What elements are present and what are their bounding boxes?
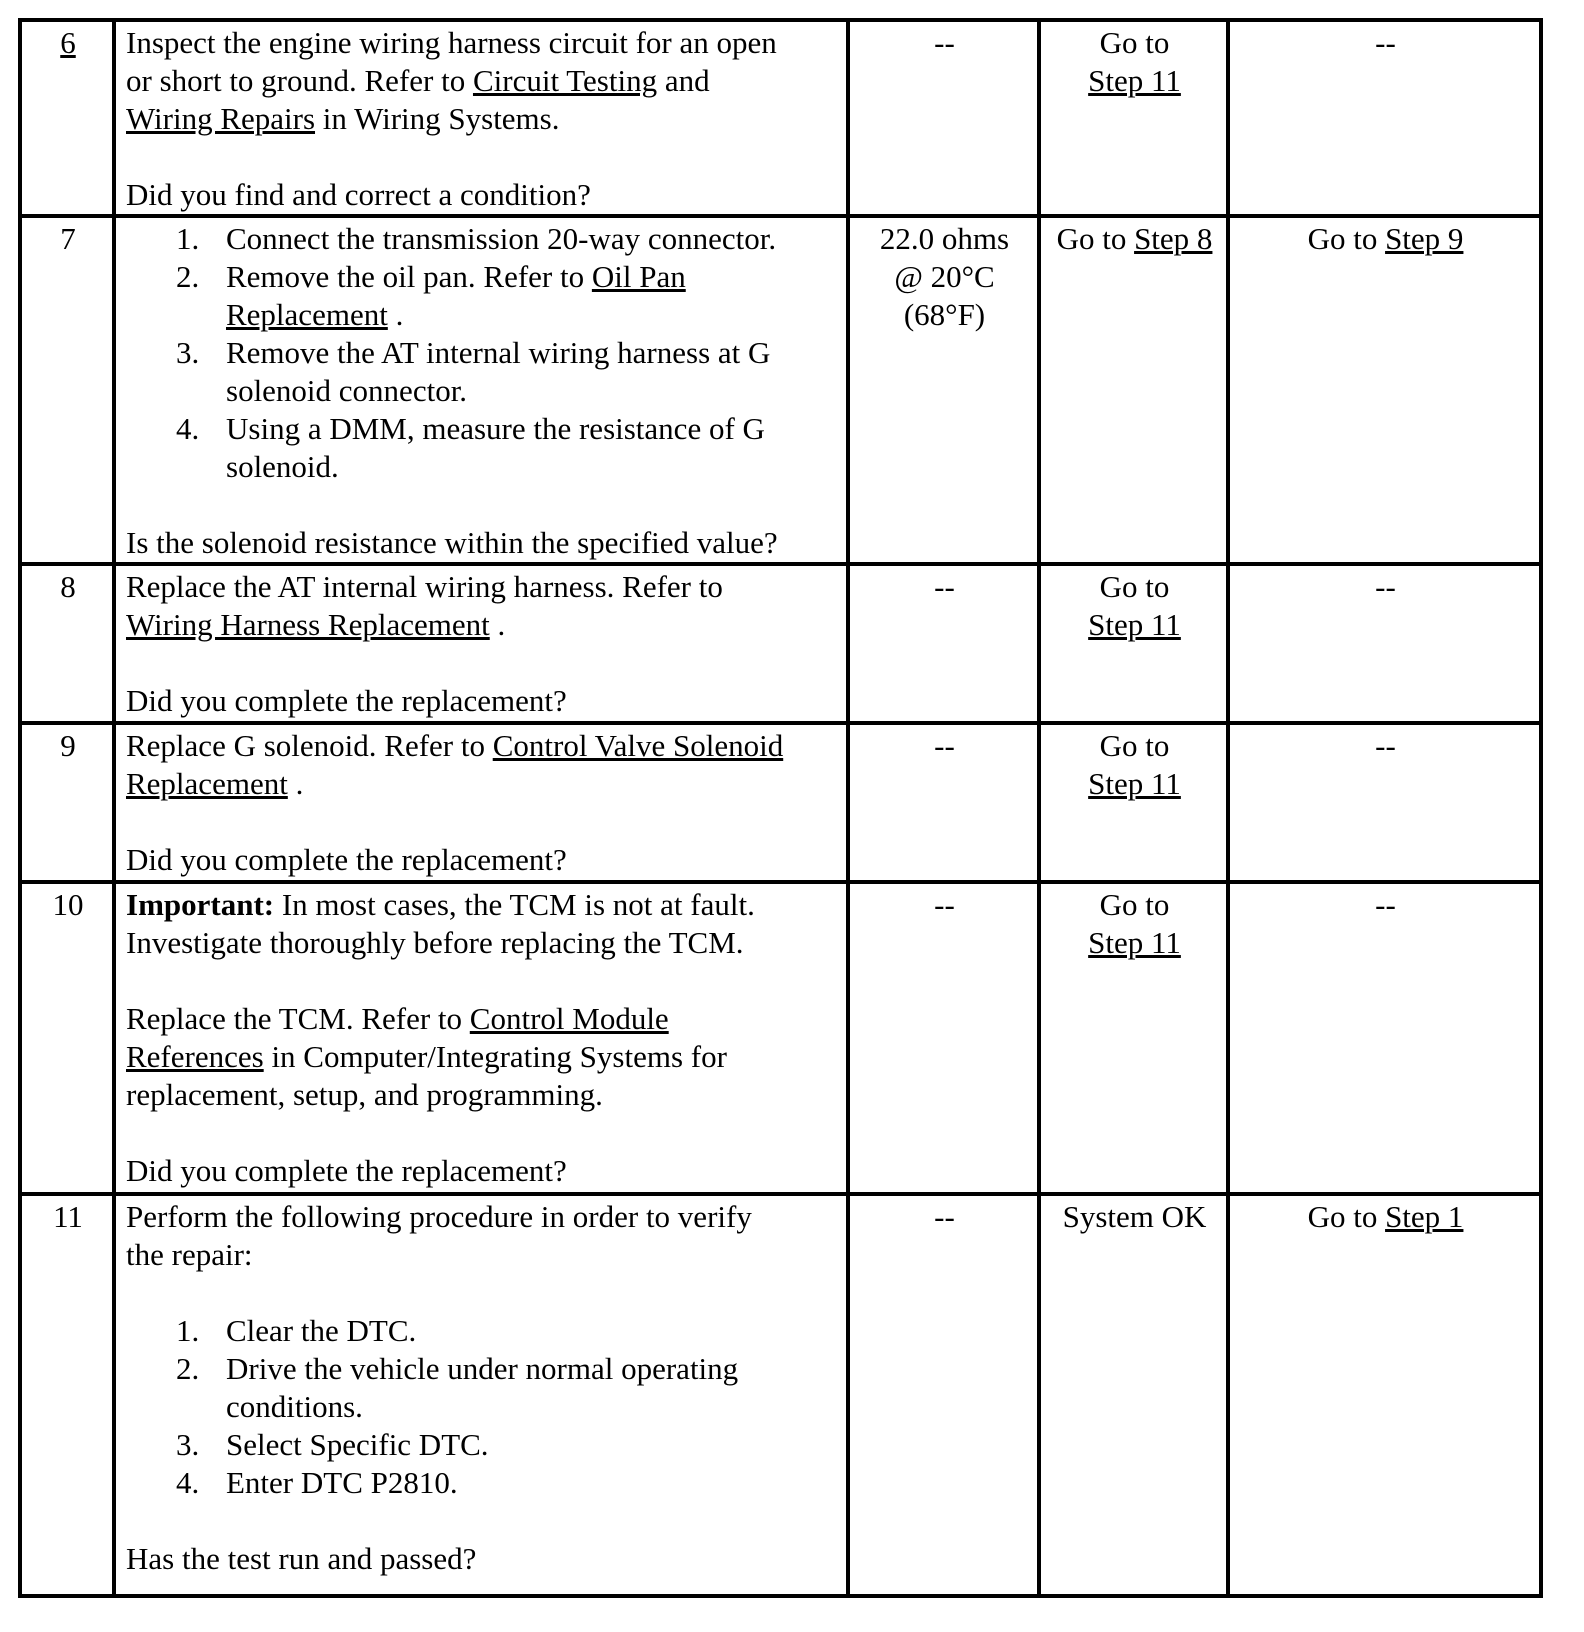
value-cell: -- (848, 723, 1039, 882)
action-cell: Replace the AT internal wiring harness. Refer to Wiring Harness Replacement . Did you complete the replacement? (114, 564, 848, 723)
control-valve-solenoid-replacement-link[interactable]: Control Valve Solenoid (492, 728, 784, 763)
question-text: Did you complete the replacement? (126, 683, 567, 718)
no-cell: Go to Step 1 (1228, 1194, 1541, 1596)
list-item: 2. Remove the oil pan. Refer to Oil Pan Replacement . (176, 259, 686, 332)
substep-list (126, 1312, 838, 1502)
question-text: Did you complete the replacement? (126, 1153, 567, 1188)
step-number-cell (20, 216, 114, 564)
no-cell: -- (1228, 564, 1541, 723)
yes-cell: Go to Step 11 (1039, 20, 1228, 216)
oil-pan-replacement-link[interactable]: Oil Pan Replacement (226, 259, 686, 332)
step-row-8 (20, 564, 1541, 723)
list-item: 2. Drive the vehicle under normal operating conditions. (176, 1351, 739, 1424)
no-cell: Go to Step 9 (1228, 216, 1541, 564)
question-text: Is the solenoid resistance within the specified value? (126, 525, 778, 560)
step-number: 7 (60, 221, 76, 256)
yes-cell: Go to Step 11 (1039, 564, 1228, 723)
list-item: 3. Select Specific DTC. (176, 1427, 489, 1462)
list-item: 1. Connect the transmission 20-way connector. (176, 221, 777, 256)
step-row-9 (20, 723, 1541, 882)
list-item: 3. Remove the AT internal wiring harness at G solenoid connector. (176, 335, 771, 408)
no-cell: -- (1228, 20, 1541, 216)
yes-cell: Go to Step 11 (1039, 723, 1228, 882)
question-text: Did you find and correct a condition? (126, 177, 591, 212)
step-number-cell (20, 723, 114, 882)
value-cell: -- (848, 564, 1039, 723)
action-line: Wiring Repairs in Wiring Systems. (126, 101, 560, 136)
step-number: 11 (53, 1199, 83, 1234)
wiring-repairs-link[interactable]: Wiring Repairs (126, 101, 316, 136)
yes-cell: Go to Step 11 (1039, 882, 1228, 1194)
yes-cell: System OK (1039, 1194, 1228, 1596)
yes-cell: Go to Step 8 (1039, 216, 1228, 564)
no-cell: -- (1228, 723, 1541, 882)
control-module-references-link[interactable]: References (126, 1039, 264, 1074)
circuit-testing-link[interactable]: Circuit Testing (472, 63, 658, 98)
step-number: 9 (60, 728, 76, 763)
value-cell: -- (848, 20, 1039, 216)
go-to-step-11-link[interactable]: Step 11 (1088, 63, 1181, 98)
list-item: 4. Using a DMM, measure the resistance of G solenoid. (176, 411, 765, 484)
step-number-cell (20, 882, 114, 1194)
action-line: Inspect the engine wiring harness circuit for an open (126, 25, 777, 60)
value-cell: -- (848, 882, 1039, 1194)
step-number-cell (20, 20, 114, 216)
list-item: 4. Enter DTC P2810. (176, 1465, 458, 1500)
diagnostic-steps-table (18, 18, 1543, 1598)
step-number-cell (20, 1194, 114, 1596)
go-to-step-1-link[interactable]: Step 1 (1385, 1199, 1464, 1234)
step-row-10 (20, 882, 1541, 1194)
action-cell: Perform the following procedure in order to verify the repair: 1. Clear the DTC. 2. Drive the vehicle under normal operating conditions. 3. Select Specific DTC. 4. Enter DTC P2810. Has the test run and passed? (114, 1194, 848, 1596)
action-cell (114, 216, 848, 564)
step-row-6 (20, 20, 1541, 216)
list-item: 1. Clear the DTC. (176, 1313, 417, 1348)
value-cell: -- (848, 1194, 1039, 1596)
step-number-cell (20, 564, 114, 723)
substep-list (126, 220, 838, 486)
step-number[interactable]: 6 (60, 25, 76, 60)
go-to-step-11-link[interactable]: Step 11 (1088, 766, 1181, 801)
question-text: Did you complete the replacement? (126, 842, 567, 877)
value-cell: 22.0 ohms @ 20°C (68°F) (848, 216, 1039, 564)
action-line: or short to ground. Refer to Circuit Testing and (126, 63, 710, 98)
important-note: Important: In most cases, the TCM is not at fault. (126, 887, 755, 922)
step-number: 8 (60, 569, 76, 604)
go-to-step-9-link[interactable]: Step 9 (1385, 221, 1464, 256)
go-to-step-11-link[interactable]: Step 11 (1088, 607, 1181, 642)
control-module-references-link[interactable]: Control Module (469, 1001, 669, 1036)
step-row-11 (20, 1194, 1541, 1596)
wiring-harness-replacement-link[interactable]: Wiring Harness Replacement (126, 607, 490, 642)
go-to-step-11-link[interactable]: Step 11 (1088, 925, 1181, 960)
step-number: 10 (52, 887, 84, 922)
question-text: Has the test run and passed? (126, 1541, 477, 1576)
step-row-7 (20, 216, 1541, 564)
no-cell: -- (1228, 882, 1541, 1194)
go-to-step-8-link[interactable]: Step 8 (1134, 221, 1213, 256)
action-cell: Replace G solenoid. Refer to Control Valve Solenoid Replacement . Did you complete the replacement? (114, 723, 848, 882)
action-cell (114, 20, 848, 216)
action-cell: Important: In most cases, the TCM is not at fault. Investigate thoroughly before replacing the TCM. Replace the TCM. Refer to Control Module References in Computer/Integrating Systems for replacement, setup, and programming. Did you complete the replacement? (114, 882, 848, 1194)
control-valve-solenoid-replacement-link[interactable]: Replacement (126, 766, 288, 801)
